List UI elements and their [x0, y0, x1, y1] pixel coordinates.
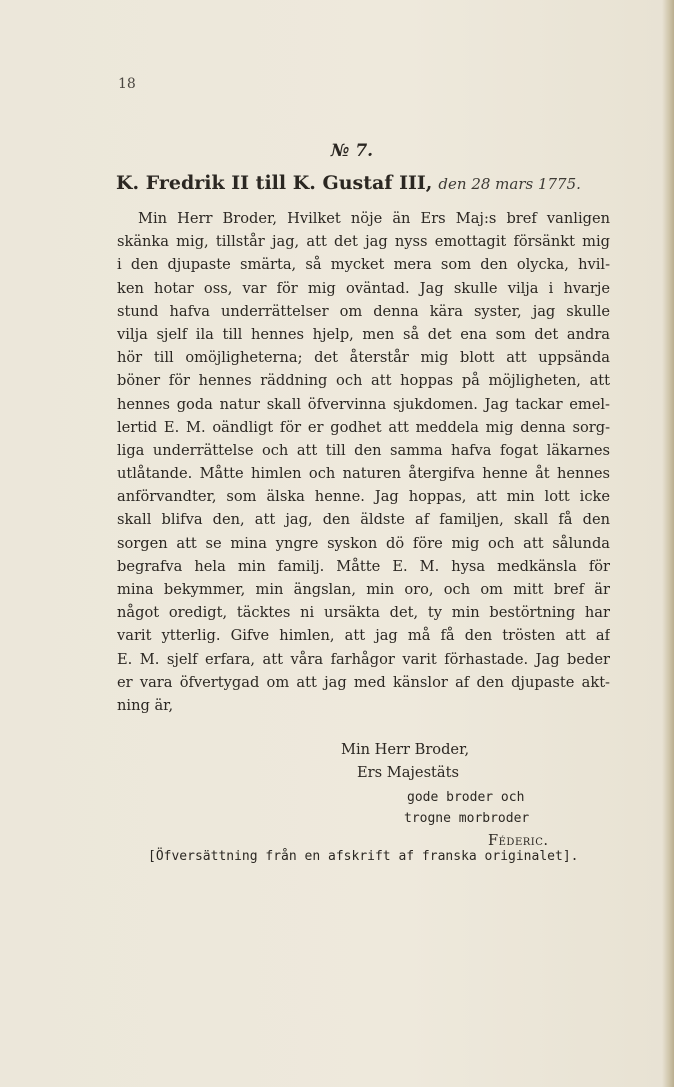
body-line: lertid E. M. oändligt för er godhet att meddela mig denna sorg- — [117, 418, 610, 436]
body-line: böner för hennes räddning och att hoppas på möjligheten, att — [117, 372, 610, 390]
body-line: utlåtande. Måtte himlen och naturen återgifva henne åt hennes — [117, 465, 610, 483]
closing-line: trogne morbroder — [404, 811, 530, 826]
signature: Féderic. — [488, 832, 549, 849]
body-line: begrafva hela min familj. Måtte E. M. hysa medkänsla för — [117, 557, 610, 575]
letter-number-prefix: № — [330, 141, 350, 161]
body-line: skänka mig, tillstår jag, att det jag nyss emottagit försänkt mig — [117, 233, 610, 251]
body-line: skall blifva den, att jag, den äldste af familjen, skall få den — [117, 511, 610, 529]
letter-date: den 28 mars 1775. — [438, 175, 581, 193]
letter-number-value: 7. — [355, 141, 374, 161]
letter-body — [117, 207, 610, 717]
closing-line: gode broder och — [407, 790, 525, 805]
letter-heading — [116, 172, 581, 194]
body-line: sorgen att se mina yngre syskon dö före mig och att sålunda — [117, 534, 610, 552]
closing-salutation: Min Herr Broder, — [341, 741, 470, 758]
body-line: liga underrättelse och att till den samma hafva fogat läkarnes — [117, 441, 610, 459]
body-line: ning är, — [117, 696, 174, 714]
letter-number — [0, 141, 674, 161]
translation-note: [Öfversättning från en afskrift af franska originalet]. — [148, 849, 579, 864]
body-line: hennes goda natur skall öfvervinna sjukdomen. Jag tackar emel- — [117, 395, 610, 413]
page-number: 18 — [118, 76, 136, 92]
body-line: Min Herr Broder, Hvilket nöje än Ers Maj:s bref vanligen — [138, 210, 610, 227]
body-line: varit ytterlig. Gifve himlen, att jag må få den trösten att af — [117, 627, 610, 645]
body-line: mina bekymmer, min ängslan, min oro, och om mitt bref är — [117, 581, 610, 598]
body-line: stund hafva underrättelser om denna kära syster, jag skulle — [117, 302, 610, 320]
body-line: ken hotar oss, var för mig oväntad. Jag skulle vilja i hvarje — [117, 279, 610, 297]
page-edge — [662, 0, 674, 1087]
body-line: anförvandter, som älska henne. Jag hoppas, att min lott icke — [117, 488, 610, 506]
body-line: E. M. sjelf erfara, att våra farhågor varit förhastade. Jag beder — [117, 650, 610, 668]
closing-line: Ers Majestäts — [357, 764, 459, 781]
letter-title: K. Fredrik II till K. Gustaf III, — [116, 172, 433, 194]
body-line: hör till omöjligheterna; det återstår mig blott att uppsända — [117, 349, 610, 367]
body-line: i den djupaste smärta, så mycket mera som den olycka, hvil- — [117, 256, 610, 274]
body-line: vilja sjelf ila till hennes hjelp, men så det ena som det andra — [117, 325, 610, 343]
body-line: något oredigt, täcktes ni ursäkta det, ty min bestörtning har — [117, 604, 610, 622]
body-line: er vara öfvertygad om att jag med känslor af den djupaste akt- — [117, 673, 610, 691]
